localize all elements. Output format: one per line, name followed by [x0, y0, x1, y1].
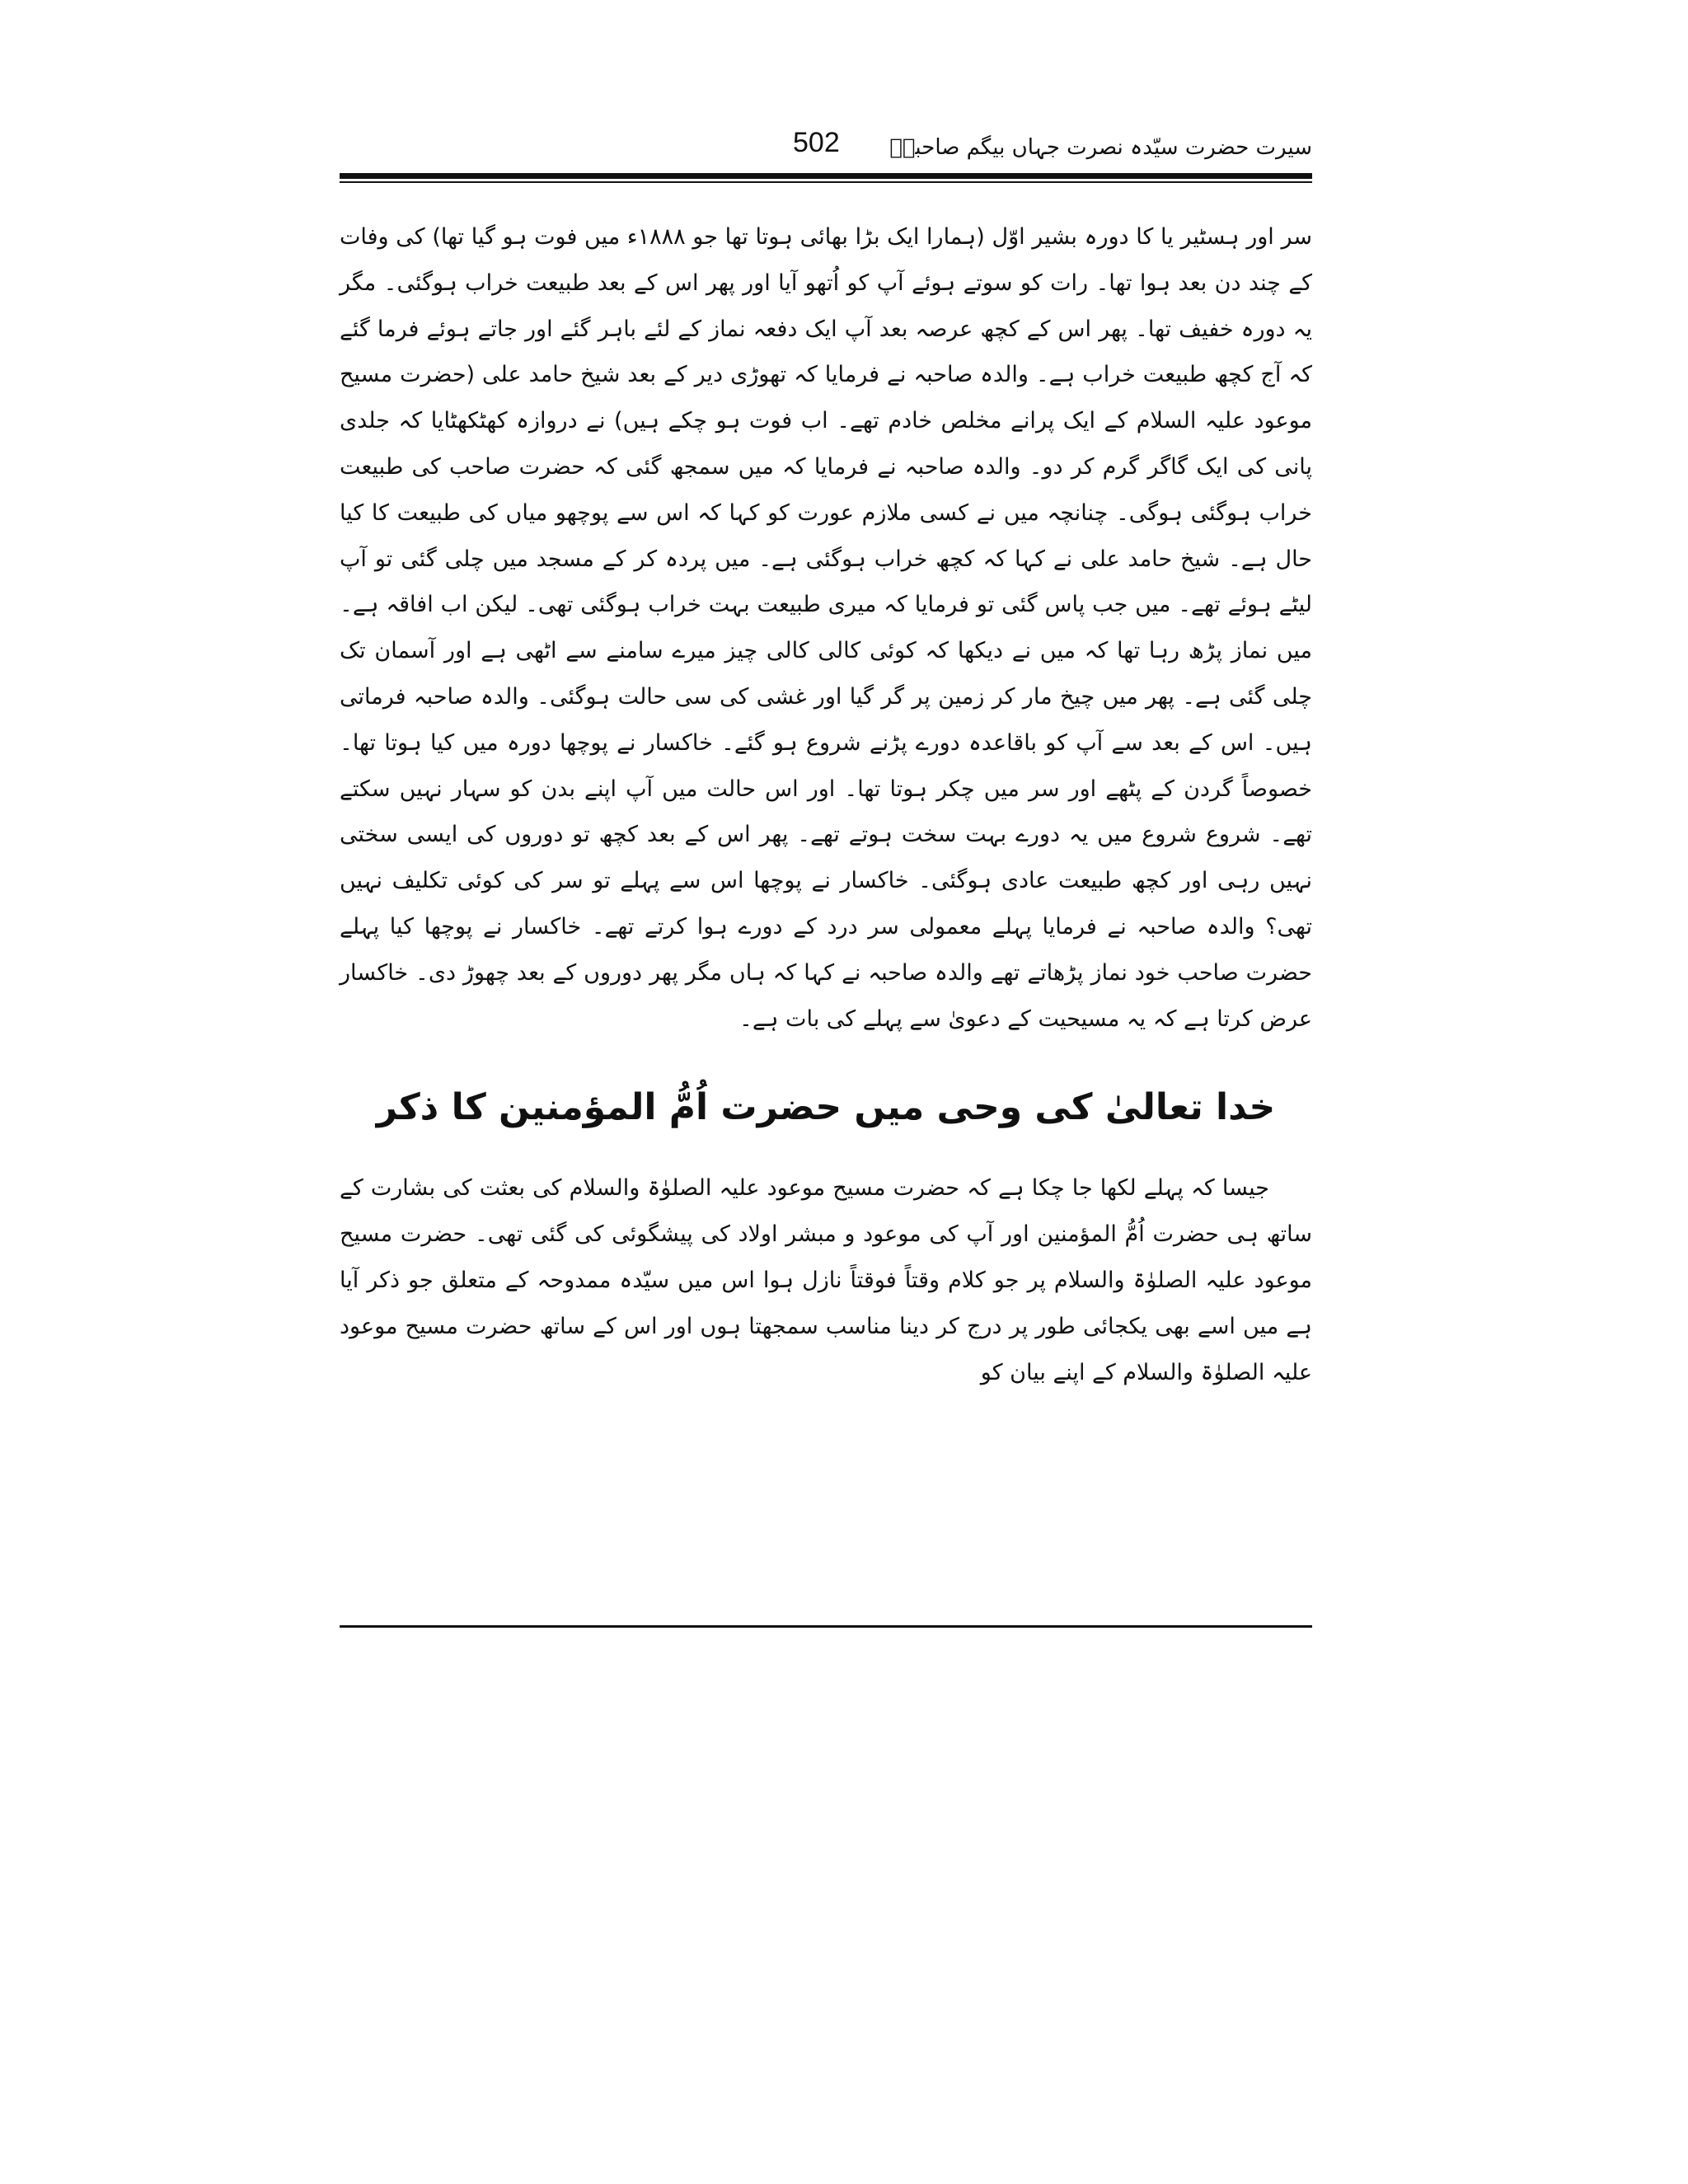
body-paragraph-1: سر اور ہسٹیر یا کا دورہ بشیر اوّل (ہمارا ایک بڑا بھائی ہوتا تھا جو ۱۸۸۸ء میں فوت ہو گیا تھا) کی وفات کے چند دن بعد ہوا تھا۔ رات کو سوتے ہوئے آپ کو اُتھو آیا اور پھر اس کے بعد طبیعت خراب ہوگئی۔ مگر یہ دورہ خفیف تھا۔ پھر اس کے کچھ عرصہ بعد آپ ایک دفعہ نماز کے لئے باہر گئے اور جاتے ہوئے فرما گئے کہ آج کچھ طبیعت خراب ہے۔ والدہ صاحبہ نے فرمایا کہ تھوڑی دیر کے بعد شیخ حامد علی (حضرت مسیح موعود علیہ السلام کے ایک پرانے مخلص خادم تھے۔ اب فوت ہو چکے ہیں) نے دروازہ کھٹکھٹایا کہ جلدی پانی کی ایک گاگر گرم کر دو۔ والدہ صاحبہ نے فرمایا کہ میں سمجھ گئی کہ حضرت صاحب کی طبیعت خراب ہوگئی ہوگی۔ چنانچہ میں نے کسی ملازم عورت کو کہا کہ اس سے پوچھو میاں کی طبیعت کا کیا حال ہے۔ شیخ حامد علی نے کہا کہ کچھ خراب ہوگئی ہے۔ میں پردہ کر کے مسجد میں چلی گئی تو آپ لیٹے ہوئے تھے۔ میں جب پاس گئی تو فرمایا کہ میری طبیعت بہت خراب ہوگئی تھی۔ لیکن اب افاقہ ہے۔ میں نماز پڑھ رہا تھا کہ میں نے دیکھا کہ کوئی کالی کالی چیز میرے سامنے سے اٹھی ہے اور آسمان تک چلی گئی ہے۔ پھر میں چیخ مار کر زمین پر گر گیا اور غشی کی سی حالت ہوگئی۔ والدہ صاحبہ فرماتی ہیں۔ اس کے بعد سے آپ کو باقاعدہ دورے پڑنے شروع ہو گئے۔ خاکسار نے پوچھا دورہ میں کیا ہوتا تھا۔ خصوصاً گردن کے پٹھے اور سر میں چکر ہوتا تھا۔ اور اس حالت میں آپ اپنے بدن کو سہار نہیں سکتے تھے۔ شروع شروع میں یہ دورے بہت سخت ہوتے تھے۔ پھر اس کے بعد کچھ تو دوروں کی ایسی سختی نہیں رہی اور کچھ طبیعت عادی ہوگئی۔ خاکسار نے پوچھا اس سے پہلے تو سر کی کوئی تکلیف نہیں تھی؟ والدہ صاحبہ نے فرمایا پہلے معمولی سر درد کے دورے ہوا کرتے تھے۔ خاکسار نے پوچھا کیا پہلے حضرت صاحب خود نماز پڑھاتے تھے والدہ صاحبہ نے کہا کہ ہاں مگر پھر دوروں کے بعد چھوڑ دی۔ خاکسار عرض کرتا ہے کہ یہ مسیحیت کے دعویٰ سے پہلے کی بات ہے۔ [340, 224, 1312, 1032]
book-page [340, 124, 1312, 1385]
page-header [340, 124, 1312, 171]
page-number: 502 [793, 127, 840, 158]
header-rule-thin [340, 181, 1312, 183]
body-paragraph-2: جیسا کہ پہلے لکھا جا چکا ہے کہ حضرت مسیح موعود علیہ الصلوٰۃ والسلام کی بعثت کی بشارت کے ساتھ ہی حضرت اُمُّ المؤمنین اور آپ کی موعود و مبشر اولاد کی پیشگوئی کی گئی تھی۔ حضرت مسیح موعود علیہ الصلوٰۃ والسلام پر جو کلام وقتاً فوقتاً نازل ہوا اس میں سیّدہ ممدوحہ کے متعلق جو ذکر آیا ہے میں اسے بھی یکجائی طور پر درج کر دینا مناسب سمجھتا ہوں اور اس کے ساتھ حضرت مسیح موعود علیہ الصلوٰۃ والسلام کے اپنے بیان کو [340, 1175, 1312, 1385]
footer-rule [340, 1625, 1312, 1628]
running-title: سیرت حضرت سیّدہ نصرت جہاں بیگم صاحبہؓ [889, 135, 1312, 160]
section-heading: خدا تعالیٰ کی وحی میں حضرت اُمُّ المؤمنین کا ذکر [376, 1086, 1276, 1129]
header-rule-thick [340, 173, 1312, 179]
page-content [340, 214, 1312, 1395]
